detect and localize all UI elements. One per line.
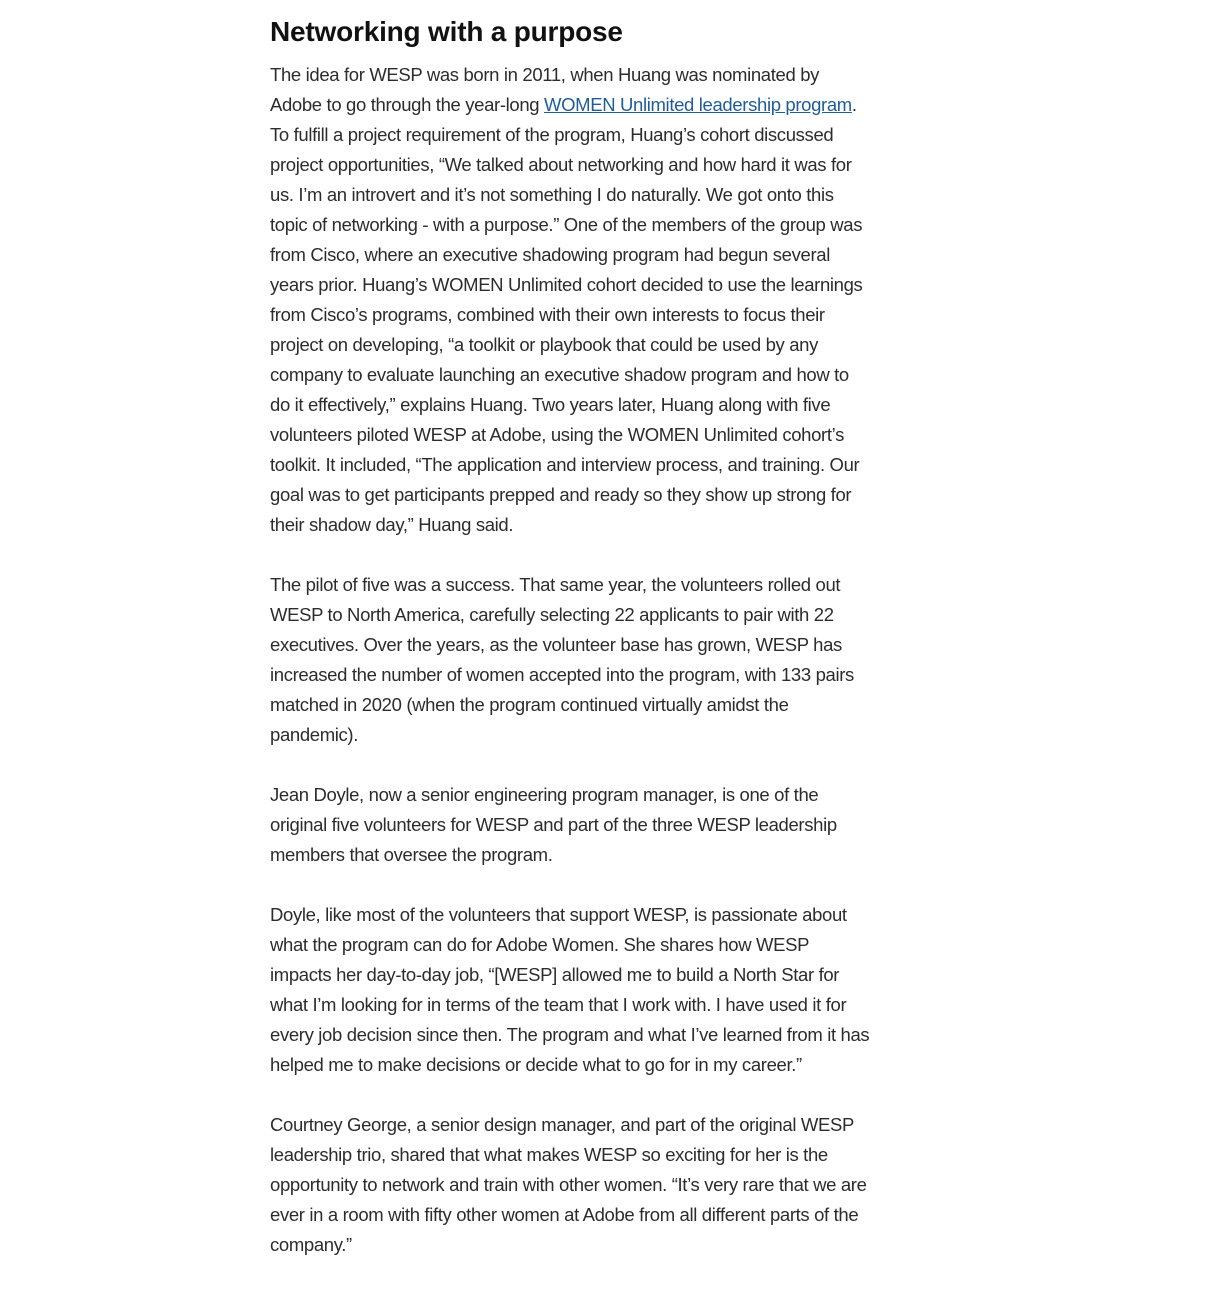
paragraph-origin-text-after-link: . To fulfill a project requirement of the program, Huang’s cohort discussed project opportunities, “We talked about networking and how hard it was for us. I’m an introvert and it’s not something I do naturally. We got onto this topic of networking - with a purpose.” One of the members of the group was from Cisco, where an executive shadowing program had begun several years prior. Huang’s WOMEN Unlimited cohort decided to use the learnings from Cisco’s programs, combined with their own interests to focus their project on developing, “a toolkit or playbook that could be used by any company to evaluate launching an executive shadow program and how to do it effectively,” explains Huang. Two years later, Huang along with five volunteers piloted WESP at Adobe, using the WOMEN Unlimited cohort’s toolkit. It included, “The application and interview process, and training. Our goal was to get participants prepped and ready so they show up strong for their shadow day,” Huang said. xyxy=(270,94,863,535)
paragraph-origin xyxy=(270,60,870,540)
women-unlimited-program-link[interactable]: WOMEN Unlimited leadership program xyxy=(544,94,852,115)
section-heading: Networking with a purpose xyxy=(270,16,623,47)
paragraph-origin-text-before-link: The idea for WESP was born in 2011, when Huang was nominated by Adobe to go through the year-long xyxy=(270,64,820,115)
paragraph-doyle-quote: Doyle, like most of the volunteers that support WESP, is passionate about what the program can do for Adobe Women. She shares how WESP impacts her day-to-day job, “[WESP] allowed me to build a North Star for what I’m looking for in terms of the team that I work with. I have used it for every job decision since then. The program and what I’ve learned from it has helped me to make decisions or decide what to go for in my career.” xyxy=(270,904,870,1075)
paragraph-jean-doyle: Jean Doyle, now a senior engineering program manager, is one of the original five volunteers for WESP and part of the three WESP leadership members that oversee the program. xyxy=(270,784,837,865)
paragraph-pilot: The pilot of five was a success. That same year, the volunteers rolled out WESP to North America, carefully selecting 22 applicants to pair with 22 executives. Over the years, as the volunteer base has grown, WESP has increased the number of women accepted into the program, with 133 pairs matched in 2020 (when the program continued virtually amidst the pandemic). xyxy=(270,574,854,745)
article-body xyxy=(270,14,870,1290)
paragraph-courtney-george: Courtney George, a senior design manager, and part of the original WESP leadership trio, shared that what makes WESP so exciting for her is the opportunity to network and train with other women. “It’s very rare that we are ever in a room with fifty other women at Adobe from all different parts of the company.” xyxy=(270,1114,867,1255)
